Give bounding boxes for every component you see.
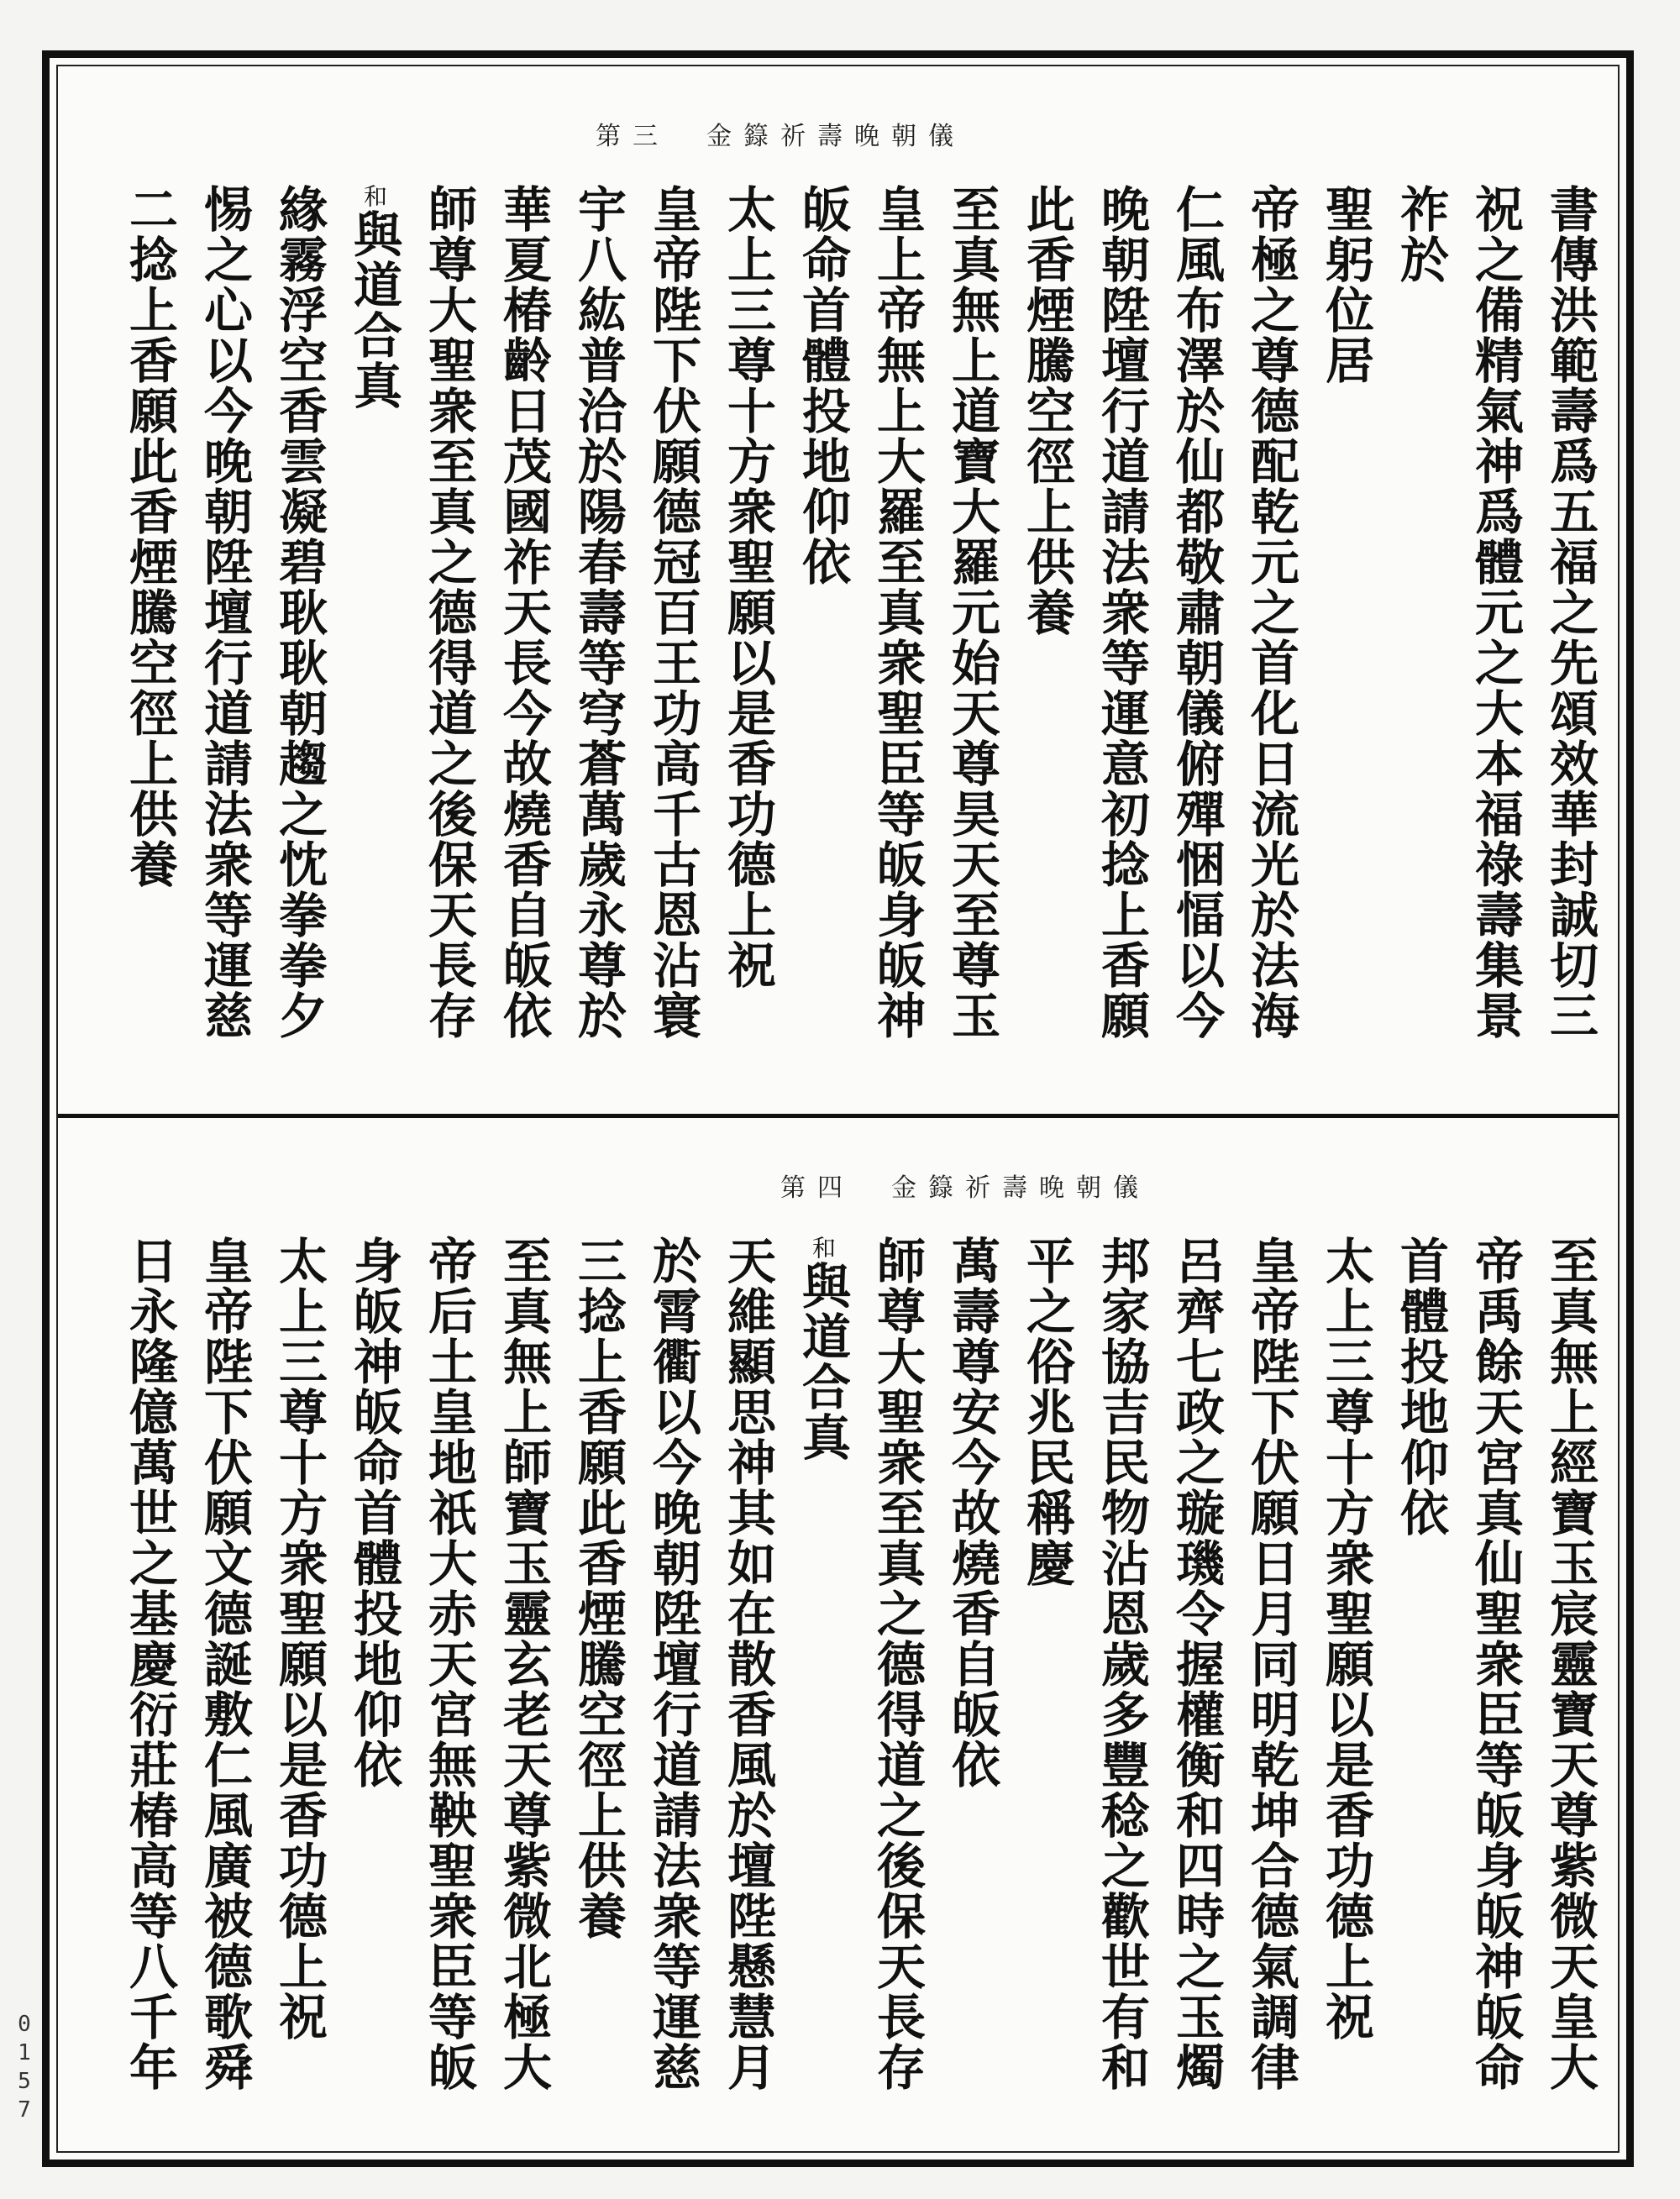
bottom-header-title: 金籙祈壽晚朝儀 [891, 1173, 1150, 1203]
text-column: 此香煙騰空徑上供養 [1018, 184, 1075, 638]
text-column: 華夏椿齡日茂國祚天長今故燒香自皈依 [495, 184, 552, 1041]
text-column: 至真無上經寶玉宸靈寶天尊紫微天皇大 [1541, 1236, 1599, 2092]
text-column [325, 184, 402, 1100]
text-column: 平之俗兆民稱慶 [1018, 1236, 1075, 1588]
text-column: 於霄衢以今晚朝陞壇行道請法衆等運慈 [644, 1236, 701, 2092]
page-number: 0157 [12, 2012, 37, 2126]
prefix-note: 和 [360, 184, 388, 209]
top-page-header [596, 115, 965, 152]
bottom-header-section: 第四 [780, 1173, 854, 1203]
text-column: 太上三尊十方衆聖願以是香功德上祝 [1317, 1236, 1374, 2042]
text-column: 皇帝陛下伏願日月同明乾坤合德氣調律 [1242, 1236, 1299, 2092]
text-column: 邦家協吉民物沾恩歲多豐稔之歡世有和 [1093, 1236, 1150, 2092]
text-column: 太上三尊十方衆聖願以是香功德上祝 [270, 1236, 328, 2042]
text-column: 身皈神皈命首體投地仰依 [345, 1236, 402, 1790]
text-column: 惕之心以今晚朝陞壇行道請法衆等運慈 [196, 184, 253, 1041]
bottom-page-header [780, 1167, 1150, 1204]
text-column: 至真無上師寶玉靈玄老天尊紫微北極大 [495, 1236, 552, 2092]
text-column: 師尊大聖衆至真之德得道之後保天長存 [420, 184, 477, 1041]
top-page-columns [99, 184, 1599, 1100]
text-column: 聖躬位居 [1317, 184, 1374, 386]
text-column: 帝后土皇地祇大赤天宮無鞅聖衆臣等皈 [420, 1236, 477, 2092]
text-column: 日永隆億萬世之基慶衍莊椿高等八千年 [121, 1236, 178, 2092]
text-column: 緣霧浮空香雲凝碧耿耿朝趨之忱拳拳夕 [270, 184, 328, 1041]
text-column: 三捻上香願此香煙騰空徑上供養 [570, 1236, 627, 1941]
bottom-page [58, 1118, 1618, 2163]
page-frame [42, 50, 1634, 2167]
text-column-body: 與道合真 [794, 1261, 851, 1462]
text-column: 皇帝陛下伏願文德誕敷仁風廣被德歌舜 [196, 1236, 253, 2092]
text-column: 書傳洪範壽爲五福之先頌效華封誠切三 [1541, 184, 1599, 1041]
text-column: 仁風布澤於仙都敬肅朝儀俯殫悃愊以今 [1168, 184, 1225, 1041]
text-column: 呂齊七政之璇璣令握權衡和四時之玉燭 [1168, 1236, 1225, 2092]
text-column: 晚朝陞壇行道請法衆等運意初捻上香願 [1093, 184, 1150, 1041]
text-column [774, 1236, 851, 2151]
top-header-title: 金籙祈壽晚朝儀 [706, 122, 965, 151]
text-column: 萬壽尊安今故燒香自皈依 [943, 1236, 1000, 1790]
text-column: 帝禹餘天宮真仙聖衆臣等皈身皈神皈命 [1467, 1236, 1524, 2092]
text-column: 皇帝陛下伏願德冠百王功高千古恩沾寰 [644, 184, 701, 1041]
text-column: 皇上帝無上大羅至真衆聖臣等皈身皈神 [869, 184, 926, 1041]
text-column: 祝之備精氣神爲體元之大本福祿壽集景 [1467, 184, 1524, 1041]
text-column: 至真無上道寶大羅元始天尊昊天至尊玉 [943, 184, 1000, 1041]
text-column: 首體投地仰依 [1392, 1236, 1449, 1538]
text-column-body: 與道合真 [345, 209, 402, 411]
bottom-page-columns [99, 1236, 1599, 2151]
inner-border [56, 65, 1620, 2153]
text-column: 師尊大聖衆至真之德得道之後保天長存 [869, 1236, 926, 2092]
text-column: 天維顯思神其如在散香風於壇陛懸慧月 [719, 1236, 776, 2092]
top-page [58, 66, 1618, 1114]
text-column: 太上三尊十方衆聖願以是香功德上祝 [719, 184, 776, 990]
text-column: 帝極之尊德配乾元之首化日流光於法海 [1242, 184, 1299, 1041]
prefix-note: 和 [809, 1236, 837, 1261]
text-column: 宇八紘普洽於陽春壽等穹蒼萬歲永尊於 [570, 184, 627, 1041]
top-header-section: 第三 [596, 122, 669, 151]
text-column: 皈命首體投地仰依 [794, 184, 851, 587]
text-column: 二捻上香願此香煙騰空徑上供養 [121, 184, 178, 890]
text-column: 祚於 [1392, 184, 1449, 285]
